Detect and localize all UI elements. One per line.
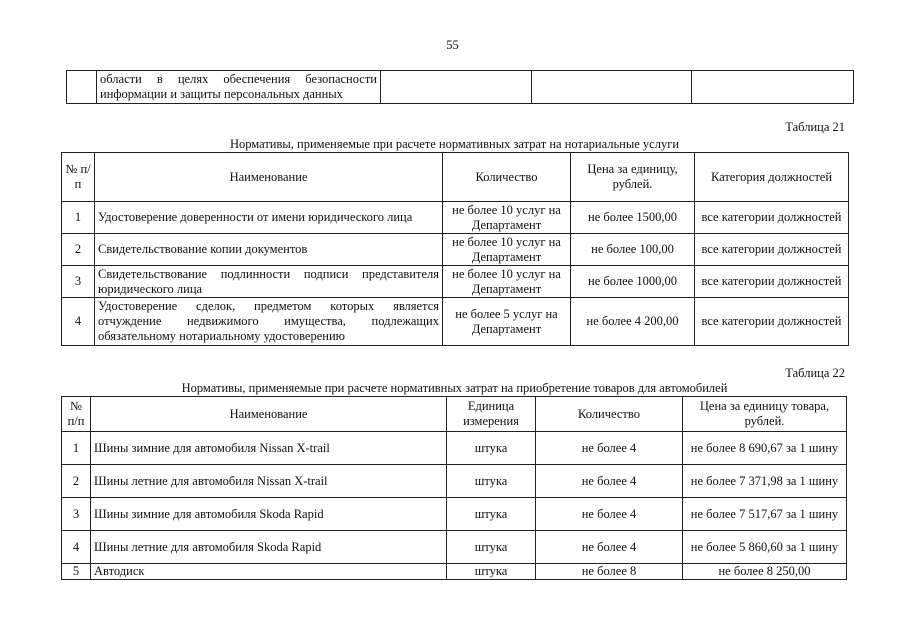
row-qty: не более 5 услуг на Департамент [443,298,571,346]
header-num: № п/п [62,153,95,202]
row-name: Свидетельствование копии документов [95,234,443,266]
row-category: все категории должностей [695,266,849,298]
row-name: Автодиск [91,564,447,580]
row-name: Свидетельствование подлинности подписи представителя юридического лица [95,266,443,298]
table-row [62,266,849,298]
table22-header-row [62,397,847,432]
row-num: 2 [62,234,95,266]
row-unit: штука [447,564,536,580]
row-category: все категории должностей [695,298,849,346]
fragment-text-line1: области в целях обеспечения безопасности [100,72,377,86]
row-price: не более 1500,00 [571,202,695,234]
row-name: Удостоверение сделок, предметом которых является отчуждение недвижимого имущества, подлежащих обязательному нотариальному удостоверению [95,298,443,346]
fragment-text-line2: информации и защиты персональных данных [100,87,343,101]
row-name: Шины зимние для автомобиля Nissan X-trail [91,432,447,465]
header-qty: Количество [443,153,571,202]
row-qty: не более 4 [536,465,683,498]
row-qty: не более 4 [536,498,683,531]
row-price: не более 100,00 [571,234,695,266]
row-price: не более 4 200,00 [571,298,695,346]
table21-label: Таблица 21 [785,120,845,134]
table-row [62,234,849,266]
table-row [62,298,849,346]
header-qty: Количество [536,397,683,432]
row-name: Шины летние для автомобиля Skoda Rapid [91,531,447,564]
header-num: № п/п [62,397,91,432]
header-price: Цена за единицу, рублей. [571,153,695,202]
row-price: не более 7 371,98 за 1 шину [683,465,847,498]
table-row [62,432,847,465]
table-row [67,71,854,104]
row-qty: не более 8 [536,564,683,580]
row-qty: не более 10 услуг на Департамент [443,202,571,234]
table-row [62,202,849,234]
table21-header-row [62,153,849,202]
row-num: 3 [62,266,95,298]
row-num: 4 [62,531,91,564]
row-unit: штука [447,465,536,498]
table-row [62,498,847,531]
row-category: все категории должностей [695,234,849,266]
row-num: 1 [62,432,91,465]
header-unit: Единица измерения [447,397,536,432]
row-price: не более 7 517,67 за 1 шину [683,498,847,531]
top-fragment-table [66,70,854,104]
row-price: не более 8 250,00 [683,564,847,580]
table-row [62,564,847,580]
page-number: 55 [446,38,459,52]
row-name: Удостоверение доверенности от имени юридического лица [95,202,443,234]
table-row [62,465,847,498]
row-name: Шины летние для автомобиля Nissan X-trail [91,465,447,498]
row-name: Шины зимние для автомобиля Skoda Rapid [91,498,447,531]
row-num: 1 [62,202,95,234]
table-row [62,531,847,564]
table22-title: Нормативы, применяемые при расчете нормативных затрат на приобретение товаров для автомобилей [181,381,728,395]
row-qty: не более 10 услуг на Департамент [443,234,571,266]
row-unit: штука [447,432,536,465]
row-category: все категории должностей [695,202,849,234]
table22 [61,396,847,580]
row-qty: не более 4 [536,531,683,564]
row-unit: штука [447,498,536,531]
row-price: не более 1000,00 [571,266,695,298]
row-qty: не более 10 услуг на Департамент [443,266,571,298]
header-name: Наименование [95,153,443,202]
row-num: 4 [62,298,95,346]
table21 [61,152,849,346]
header-name: Наименование [91,397,447,432]
row-num: 2 [62,465,91,498]
row-unit: штука [447,531,536,564]
row-price: не более 8 690,67 за 1 шину [683,432,847,465]
row-num: 3 [62,498,91,531]
table22-label: Таблица 22 [785,366,845,380]
row-qty: не более 4 [536,432,683,465]
header-price: Цена за единицу товара, рублей. [683,397,847,432]
table21-title: Нормативы, применяемые при расчете нормативных затрат на нотариальные услуги [229,137,680,151]
row-num: 5 [62,564,91,580]
row-price: не более 5 860,60 за 1 шину [683,531,847,564]
header-category: Категория должностей [695,153,849,202]
